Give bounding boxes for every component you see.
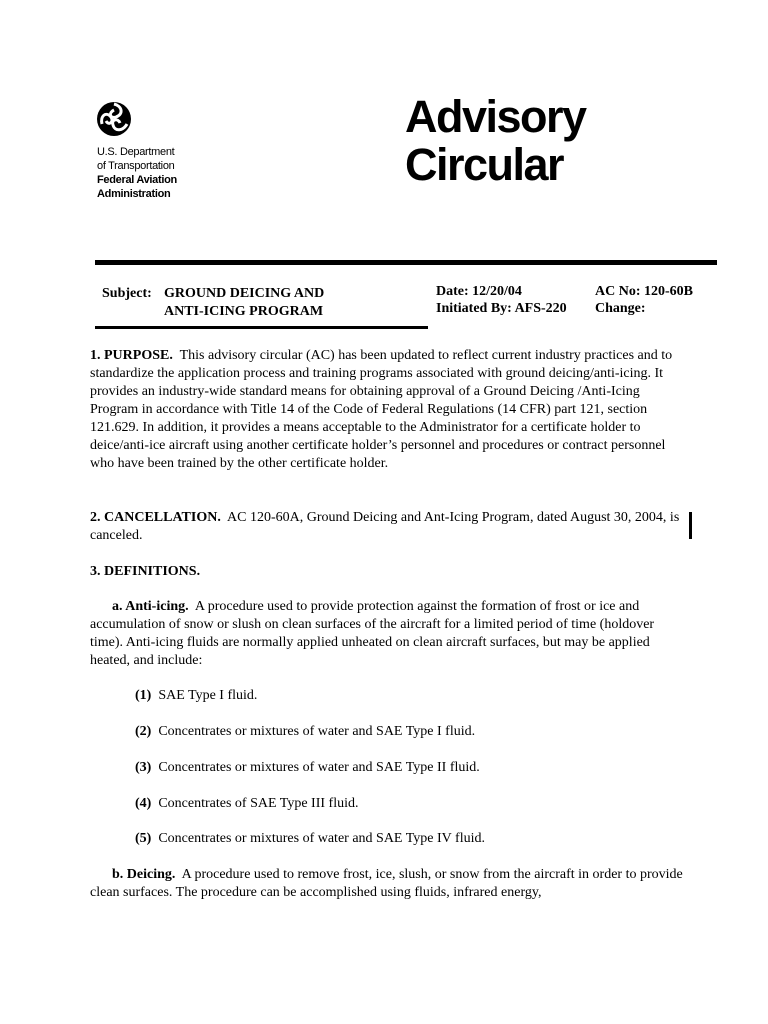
cancellation-paragraph <box>90 509 690 545</box>
list-item-number: (5) <box>135 831 152 846</box>
list-item <box>135 759 480 777</box>
document-title <box>405 93 586 189</box>
agency-line-2: of Transportation <box>97 160 175 172</box>
list-item-number: (1) <box>135 688 152 703</box>
deicing-text: A procedure used to remove frost, ice, slush, or snow from the aircraft in order to provide clean surfaces. The procedure can be accomplished using fluids, infrared energy, <box>90 867 683 900</box>
agency-line-1: U.S. Department <box>97 146 175 158</box>
initiated-by-field: Initiated By: AFS-220 <box>436 301 567 316</box>
subject-label: Subject: <box>102 286 152 301</box>
list-item <box>135 795 358 813</box>
cancellation-text: AC 120-60A, Ground Deicing and Ant-Icing Program, dated August 30, 2004, is canceled. <box>90 510 680 543</box>
ac-number-field: AC No: 120-60B <box>595 284 693 299</box>
document-title-line-2: Circular <box>405 139 564 190</box>
list-item-text: Concentrates or mixtures of water and SAE Type I fluid. <box>158 724 476 739</box>
list-item-number: (2) <box>135 724 152 739</box>
list-item <box>135 830 485 848</box>
list-item <box>135 687 257 705</box>
list-item-text: Concentrates of SAE Type III fluid. <box>158 796 359 811</box>
anti-icing-text: A procedure used to provide protection against the formation of frost or ice and accumulation of snow or slush on clean surfaces of the aircraft for a limited period of time (holdover time). Anti-icing fluids are normally applied unheated on clean aircraft surfaces, but may be applied heated, and include: <box>90 599 655 668</box>
list-item <box>135 723 475 741</box>
list-item-number: (3) <box>135 760 152 775</box>
change-field: Change: <box>595 301 646 316</box>
definitions-heading: 3. DEFINITIONS. <box>90 564 201 579</box>
date-field: Date: 12/20/04 <box>436 284 522 299</box>
subject-line-2: ANTI-ICING PROGRAM <box>164 304 324 319</box>
cancellation-heading: 2. CANCELLATION. <box>90 510 221 525</box>
list-item-text: SAE Type I fluid. <box>158 688 258 703</box>
agency-line-3: Federal Aviation <box>97 174 177 186</box>
header-rule-top <box>95 260 717 265</box>
anti-icing-heading: a. Anti-icing. <box>112 599 189 614</box>
purpose-paragraph <box>90 347 690 473</box>
header-rule-bottom <box>95 326 428 329</box>
agency-name <box>97 145 177 201</box>
deicing-heading: b. Deicing. <box>112 867 176 882</box>
dot-logo-icon <box>96 100 132 138</box>
document-title-line-1: Advisory <box>405 91 586 142</box>
list-item-number: (4) <box>135 796 152 811</box>
list-item-text: Concentrates or mixtures of water and SAE Type IV fluid. <box>158 831 485 846</box>
revision-change-bar <box>689 512 692 539</box>
purpose-text: This advisory circular (AC) has been updated to reflect current industry practices and to standardize the application process and training programs associated with ground deicing/anti-icing. It provides an industry-wide standard means for obtaining approval of a Ground Deicing /Anti-Icing Program in accordance with Title 14 of the Code of Federal Regulations (14 CFR) part 121, section 121.629. In addition, it provides a means acceptable to the Administrator for a certificate holder to deice/anti-ice aircraft using another certificate holder’s personnel and procedures or contract personnel who have been trained by the other certificate holder. <box>90 348 673 471</box>
subject-line-1: GROUND DEICING AND <box>164 286 325 301</box>
anti-icing-paragraph <box>90 598 690 670</box>
deicing-paragraph <box>90 866 690 902</box>
list-item-text: Concentrates or mixtures of water and SAE Type II fluid. <box>158 760 480 775</box>
agency-line-4: Administration <box>97 188 171 200</box>
definitions-heading-row <box>90 563 690 581</box>
purpose-heading: 1. PURPOSE. <box>90 348 173 363</box>
